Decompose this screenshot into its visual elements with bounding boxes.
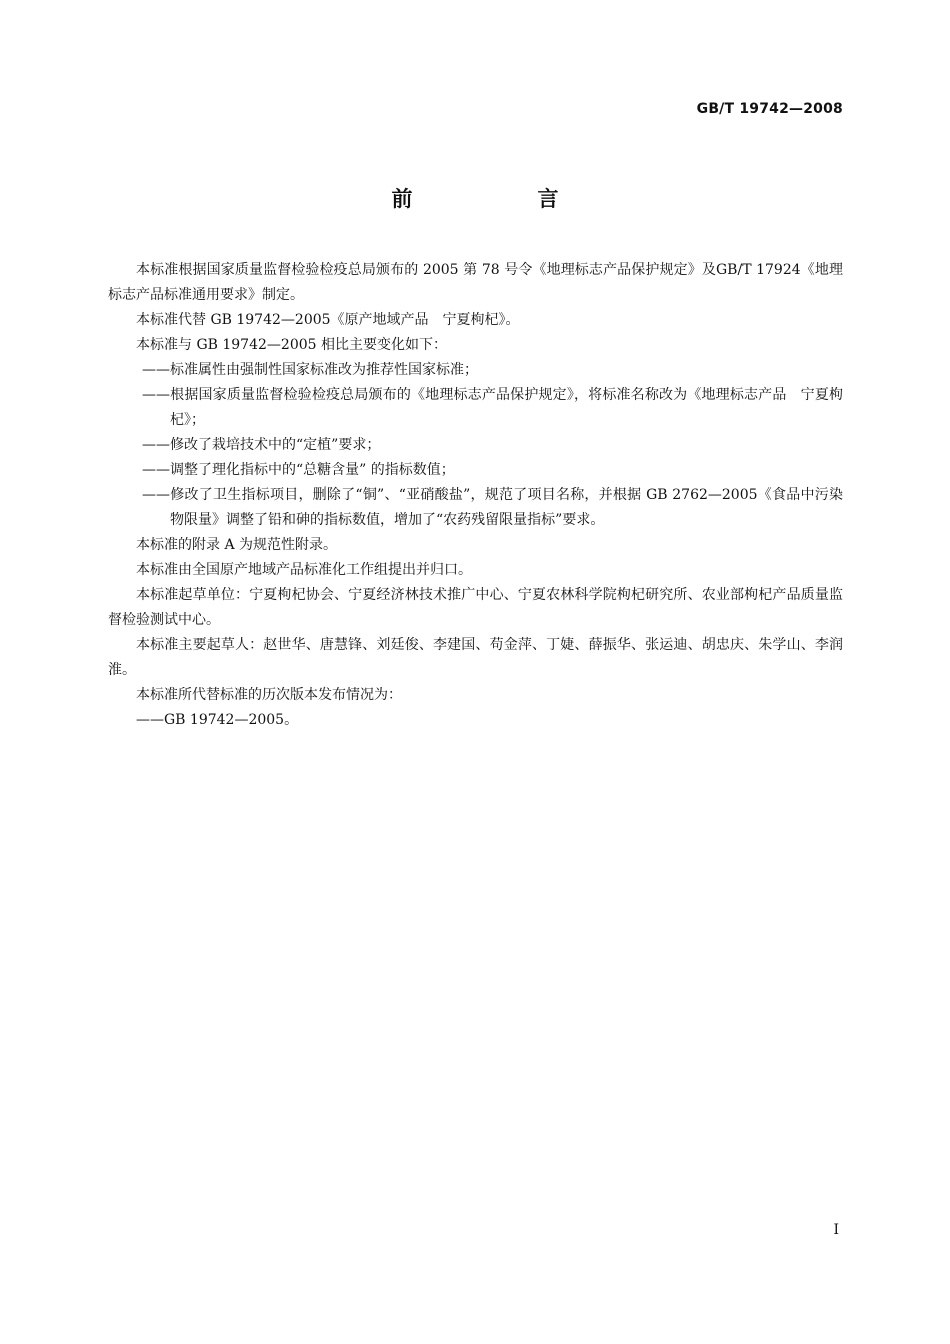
change-item: ——修改了卫生指标项目，删除了“铜”、“亚硝酸盐”，规范了项目名称，并根据 GB 2762—2005《食品中污染物限量》调整了铅和砷的指标数值，增加了“农药残留限量指标”要求。 — [142, 487, 843, 528]
change-item: ——修改了栽培技术中的“定植”要求； — [142, 437, 381, 453]
paragraph-appendix: 本标准的附录 A 为规范性附录。 — [136, 537, 338, 553]
paragraph-basis: 本标准根据国家质量监督检验检疫总局颁布的 2005 第 78 号令《地理标志产品保护规定》及GB/T 17924《地理标志产品标准通用要求》制定。 — [108, 262, 843, 303]
change-item: ——根据国家质量监督检验检疫总局颁布的《地理标志产品保护规定》，将标准名称改为《地理标志产品 宁夏枸杞》； — [142, 387, 843, 428]
paragraph-proposer: 本标准由全国原产地域产品标准化工作组提出并归口。 — [136, 562, 472, 578]
paragraph-changes-intro: 本标准与 GB 19742—2005 相比主要变化如下： — [136, 337, 447, 353]
change-item: ——调整了理化指标中的“总糖含量” 的指标数值； — [142, 462, 455, 478]
document-body — [108, 258, 843, 733]
standard-code: GB/T 19742—2008 — [696, 101, 843, 117]
page-number: I — [833, 1222, 839, 1238]
paragraph-replaces: 本标准代替 GB 19742—2005《原产地域产品 宁夏枸杞》。 — [136, 312, 520, 328]
paragraph-history-intro: 本标准所代替标准的历次版本发布情况为： — [136, 687, 402, 703]
paragraph-history-item: ——GB 19742—2005。 — [136, 712, 299, 728]
paragraph-drafting-units: 本标准起草单位：宁夏枸杞协会、宁夏经济林技术推广中心、宁夏农林科学院枸杞研究所、农业部枸杞产品质量监督检验测试中心。 — [108, 587, 843, 628]
change-item: ——标准属性由强制性国家标准改为推荐性国家标准； — [142, 362, 478, 378]
paragraph-drafters: 本标准主要起草人：赵世华、唐慧锋、刘廷俊、李建国、苟金萍、丁婕、薛振华、张运迪、胡忠庆、朱学山、李润淮。 — [108, 637, 843, 678]
page-title: 前 言 — [391, 187, 611, 211]
